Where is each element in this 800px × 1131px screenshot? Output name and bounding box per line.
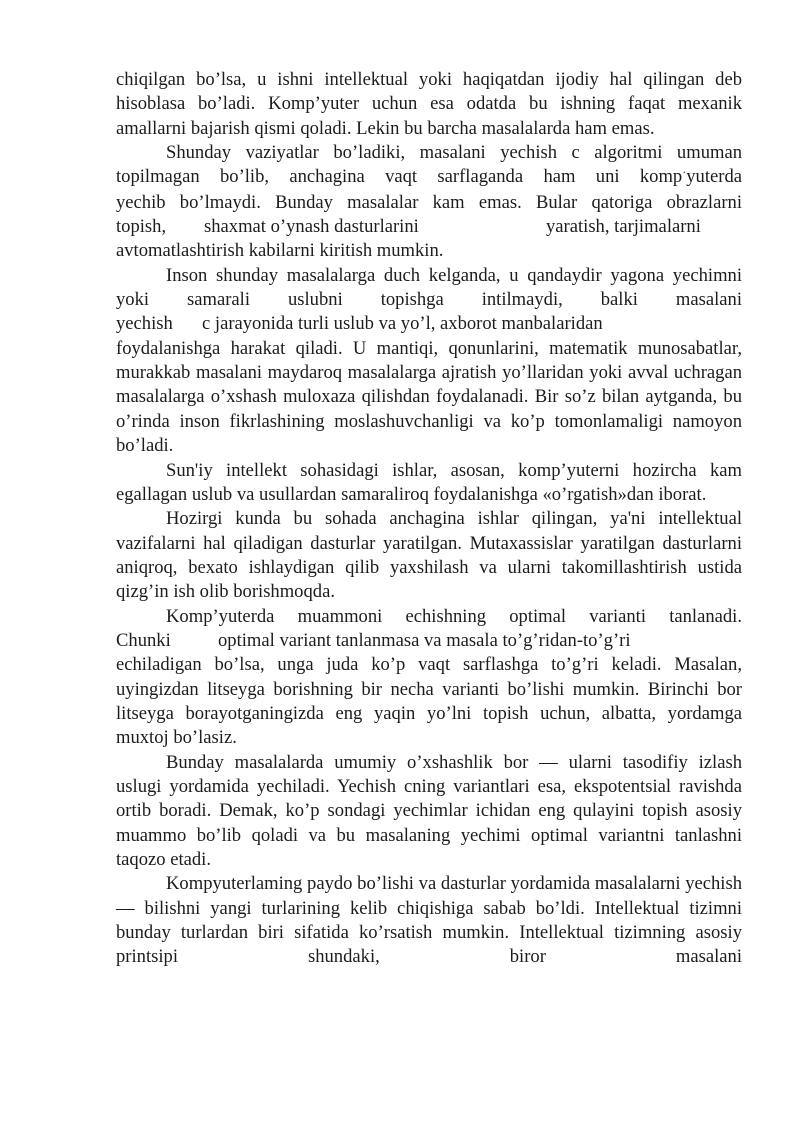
document-page [116,68,742,970]
paragraph-2-line-4-col-3: yaratish, tarjimalarni [546,216,701,238]
paragraph-2-line-2-text-a: topilmagan bo’lib, anchagina vaqt sarflaganda ham uni komp [116,166,683,188]
paragraph-2-line-4 [116,215,742,239]
paragraph-2-line-5: avtomatlashtirish kabilarni kiritish mumkin. [116,240,444,262]
paragraph-6-line-2-col-2: optimal variant tanlanmasa va masala to’g’ridan-to’g’ri [218,629,631,651]
paragraph-2-line-3: yechib bo’lmaydi. Bunday masalalar kam emas. Bular qatoriga obrazlarni [116,191,742,213]
paragraph-8: Kompyuterlaming paydo bo’lishi va dasturlar yordamida masalalarni yechish — bilishni yangi turlarining kelib chiqishiga sabab bo’ldi. Intellektual tizimni bunday turlardan biri sifatida ko’rsatish mumkin. Intellektual tizimning asosiy printsipi shundaki, biror masalani [116,873,742,968]
paragraph-6 [116,605,742,751]
paragraph-6-line-2 [116,629,742,653]
paragraph-2-line-4-col-1: topish, [116,216,167,238]
paragraph-3-line-3-col-2: c jarayonida turli uslub va yo’l, axborot manbalaridan [202,313,603,335]
paragraph-3-lines-1-2: Inson shunday masalalarga duch kelganda, u qandaydir yagona yechimni yoki samarali uslubni topishga intilmaydi, balki masalani [116,264,742,311]
paragraph-6-rest: echiladigan bo’lsa, unga juda ko’p vaqt sarflashga to’g’ri keladi. Masalan, uyingizdan litseyga borishning bir necha varianti bo’lishi mumkin. Birinchi bor litseyga borayotganingizda eng yaqin yo’lni topish uchun, albatta, yordamga muxtoj bo’lasiz. [116,654,742,749]
raised-dot-mark: · [682,165,687,180]
paragraph-2-line-4-col-2: shaxmat o’ynash dasturlarini [204,216,419,238]
paragraph-6-line-2-col-1: Chunki [116,629,171,651]
paragraph-2-line-2 [116,165,742,190]
paragraph-6-line-1: Komp’yuterda muammoni echishning optimal varianti tanlanadi. [166,605,742,627]
paragraph-3 [116,264,742,459]
paragraph-3-rest: foydalanishga harakat qiladi. U mantiqi, qonunlarini, matematik munosabatlar, murakkab masalani maydaroq masalalarga ajratish yo’llaridan yoki avval uchragan masalalarga o’xshash muloxaza qilishdan foydalanadi. Bir so’z bilan aytganda, bu o’rinda inson fikrlashining moslashuvchanligi va ko’p tomonlamaligi namoyon bo’ladi. [116,337,742,457]
paragraph-2-line-2-text-b: yuterda [686,166,742,188]
paragraph-3-line-3 [116,312,742,336]
paragraph-2 [116,141,742,264]
paragraph-3-line-3-col-1: yechish [116,313,173,335]
paragraph-5: Hozirgi kunda bu sohada anchagina ishlar qilingan, ya'ni intellektual vazifalarni hal qiladigan dasturlar yaratilgan. Mutaxassislar yaratilgan dasturlarni aniqroq, bexato ishlaydigan qilib yaxshilash va ularni takomillashtirish ustida qizg’in ish olib borishmoqda. [116,508,742,603]
paragraph-4: Sun'iy intellekt sohasidagi ishlar, asosan, komp’yuterni hozircha kam egallagan uslub va usullardan samaraliroq foydalanishga «o’rgatish»dan iborat. [116,459,742,505]
paragraph-7: Bunday masalalarda umumiy o’xshashlik bor — ularni tasodifiy izlash uslugi yordamida yechiladi. Yechish cning variantlari esa, ekspotentsial ravishda ortib boradi. Demak, ko’p sondagi yechimlar ichidan eng qulayini topish asosiy muammo bo’lib qoladi va bu masalaning yechimi optimal variantni tanlashni taqozo etadi. [116,751,742,870]
paragraph-1: chiqilgan bo’lsa, u ishni intellektual yoki haqiqatdan ijodiy hal qilingan deb hisoblasa bo’ladi. Komp’yuter uchun esa odatda bu ishning faqat mexanik amallarni bajarish qismi qoladi. Lekin bu barcha masalalarda ham emas. [116,69,742,139]
paragraph-2-line-1: Shunday vaziyatlar bo’ladiki, masalani yechish c algoritmi umuman [166,142,742,164]
